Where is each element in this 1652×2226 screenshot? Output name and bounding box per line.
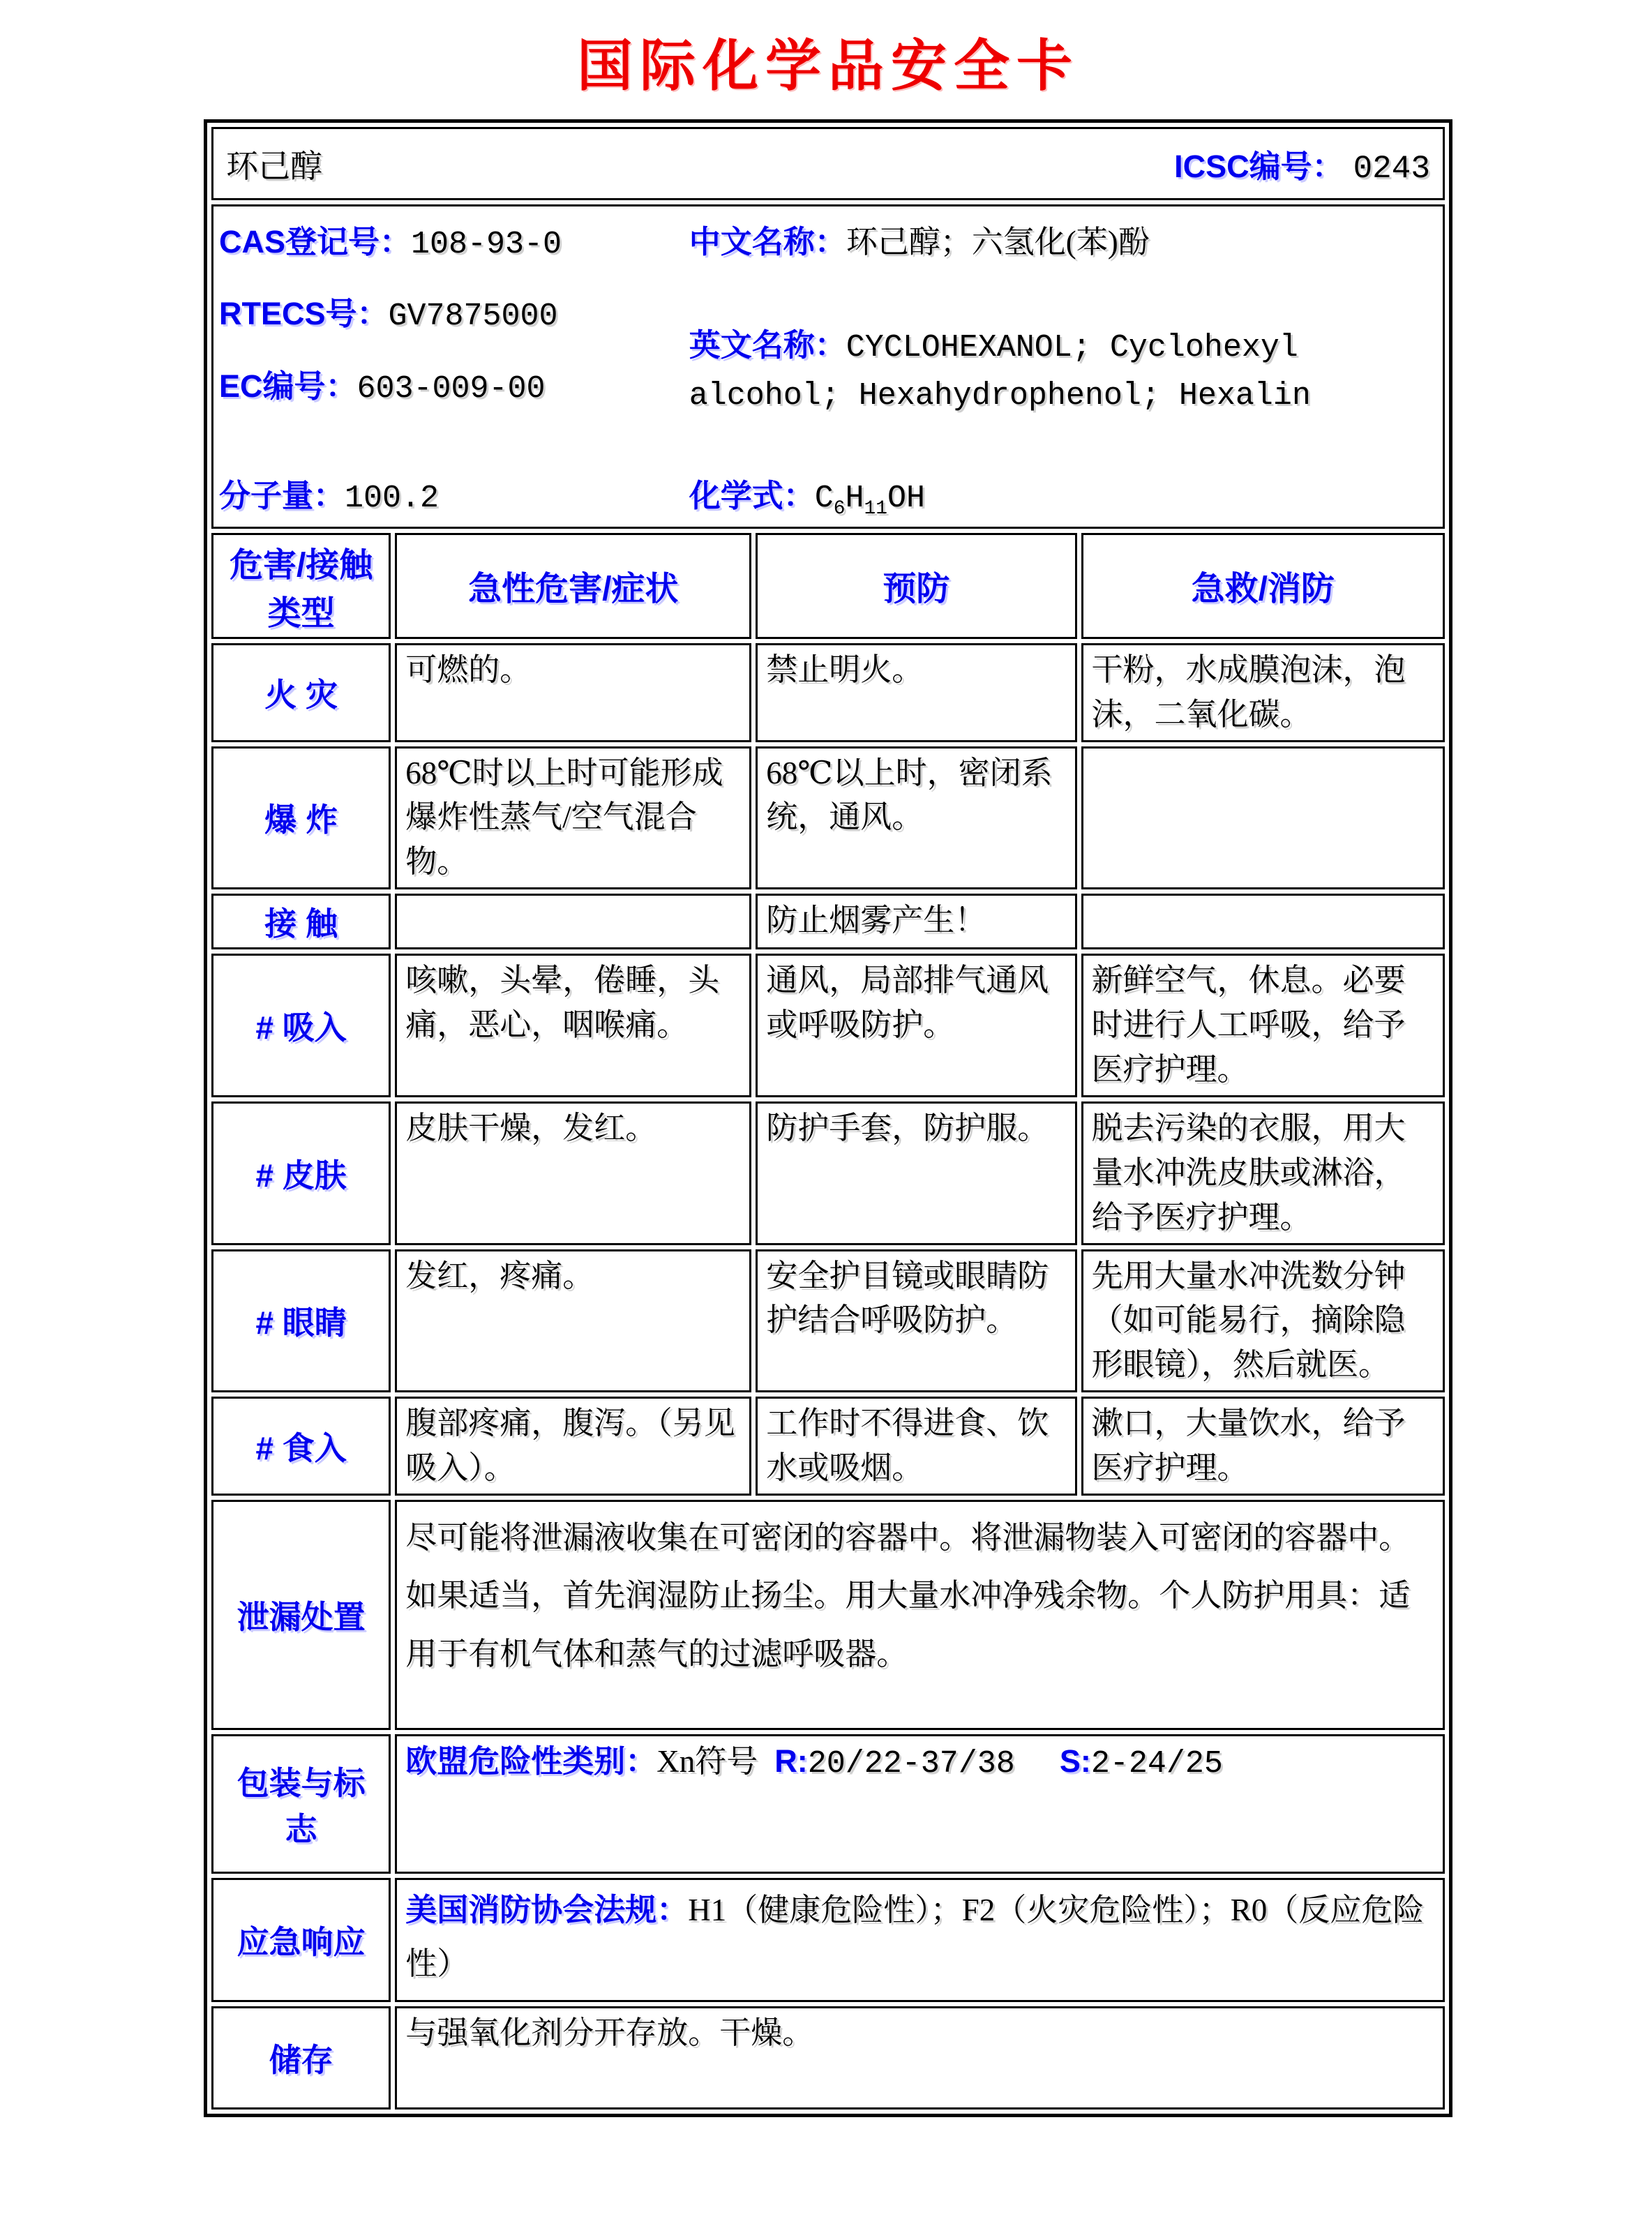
ingestion-response-cell: 漱口，大量饮水，给予医疗护理。 xyxy=(1081,1397,1446,1496)
hazard-row-eyes xyxy=(211,1249,1445,1393)
storage-text-cell: 与强氧化剂分开存放。干燥。 xyxy=(395,2006,1445,2110)
explosion-label: 爆 炸 xyxy=(264,802,338,838)
emergency-text-cell xyxy=(395,1878,1445,2002)
spill-label-cell xyxy=(211,1500,391,1730)
icsc-number-group xyxy=(1174,141,1430,187)
storage-label: 储存 xyxy=(269,2042,333,2078)
hazard-row-ingestion xyxy=(211,1397,1445,1496)
identification-cell xyxy=(211,204,1445,529)
fire-label: 火 灾 xyxy=(264,676,338,713)
contact-response-cell xyxy=(1081,894,1446,949)
formula-c-subscript: 6 xyxy=(833,497,846,520)
registry-numbers-column xyxy=(219,219,689,442)
chemical-formula-label: 化学式： xyxy=(689,477,815,513)
substance-name: 环己醇 xyxy=(226,148,322,184)
column-header-hazard-type-label: 危害/接触类型 xyxy=(229,546,373,632)
emergency-label-cell xyxy=(211,1878,391,2002)
column-header-response-label: 急救/消防 xyxy=(1191,571,1335,608)
spill-text-cell: 尽可能将泄漏液收集在可密闭的容器中。将泄漏物装入可密闭的容器中。如果适当，首先润湿防止扬尘。用大量水冲净残余物。个人防护用具：适用于有机气体和蒸气的过滤呼吸器。 xyxy=(395,1500,1445,1730)
ingestion-label-cell xyxy=(211,1397,391,1496)
ec-number-line xyxy=(219,363,689,412)
r-phrases-value: 20/22-37/38 xyxy=(807,1746,1015,1782)
rtecs-label: RTECS号： xyxy=(219,296,389,332)
s-phrases-label: S: xyxy=(1059,1743,1091,1779)
column-header-symptoms xyxy=(395,533,751,639)
storage-label-cell xyxy=(211,2006,391,2110)
column-header-hazard-type xyxy=(211,533,391,639)
explosion-symptoms-cell: 68℃时以上时可能形成爆炸性蒸气/空气混合物。 xyxy=(395,746,751,890)
inhalation-symptoms-cell: 咳嗽，头晕，倦睡，头痛，恶心，咽喉痛。 xyxy=(395,954,751,1097)
hazard-row-skin xyxy=(211,1101,1445,1245)
contact-prevention-cell: 防止烟雾产生！ xyxy=(756,894,1076,949)
english-name-line xyxy=(689,322,1433,419)
names-column xyxy=(689,219,1440,442)
skin-symptoms-cell: 皮肤干燥，发红。 xyxy=(395,1101,751,1245)
eu-hazard-class-label: 欧盟危险性类别： xyxy=(405,1743,657,1779)
eu-hazard-class-value: Xn符号 xyxy=(656,1744,758,1779)
fire-prevention-cell: 禁止明火。 xyxy=(756,643,1076,742)
inhalation-response-cell: 新鲜空气，休息。必要时进行人工呼吸，给予医疗护理。 xyxy=(1081,954,1446,1097)
english-name-label: 英文名称： xyxy=(689,327,846,363)
inhalation-label-cell xyxy=(211,954,391,1097)
fire-symptoms-cell: 可燃的。 xyxy=(395,643,751,742)
eyes-label: # 眼睛 xyxy=(255,1304,347,1341)
storage-row xyxy=(211,2006,1445,2110)
hazard-row-fire xyxy=(211,643,1445,742)
ec-label: EC编号： xyxy=(219,368,357,404)
explosion-response-cell xyxy=(1081,746,1446,890)
column-header-symptoms-label: 急性危害/症状 xyxy=(468,571,679,608)
chemical-formula-value xyxy=(814,480,926,520)
eyes-prevention-cell: 安全护目镜或眼睛防护结合呼吸防护。 xyxy=(756,1249,1076,1393)
page-title: 国际化学品安全卡 xyxy=(577,36,1079,98)
emergency-response-row xyxy=(211,1878,1445,2002)
chinese-name-value: 环己醇；六氢化(苯)酚 xyxy=(846,225,1150,260)
packaging-labelling-row xyxy=(211,1734,1445,1874)
identification-columns xyxy=(219,219,1440,442)
ec-value: 603-009-00 xyxy=(356,370,546,407)
column-header-prevention-label: 预防 xyxy=(883,571,950,608)
icsc-number-label: ICSC编号： xyxy=(1174,148,1344,184)
spill-disposal-row xyxy=(211,1500,1445,1730)
explosion-prevention-cell: 68℃以上时，密闭系统，通风。 xyxy=(756,746,1076,890)
formula-h-subscript: 11 xyxy=(864,497,888,520)
identification-row xyxy=(211,204,1445,529)
contact-symptoms-cell xyxy=(395,894,751,949)
ingestion-symptoms-cell: 腹部疼痛，腹泻。（另见吸入）。 xyxy=(395,1397,751,1496)
rtecs-number-line xyxy=(219,291,689,339)
chemical-formula-group xyxy=(689,470,1440,520)
packaging-label-cell xyxy=(211,1734,391,1874)
cas-number-line xyxy=(219,219,689,267)
fire-response-cell: 干粉，水成膜泡沫，泡沫，二氧化碳。 xyxy=(1081,643,1446,742)
nfpa-code-value: H1（健康危险性）；F2（火灾危险性）；R0（反应危险性） xyxy=(405,1893,1425,1982)
fire-label-cell xyxy=(211,643,391,742)
hazard-row-contact xyxy=(211,894,1445,949)
spill-label: 泄漏处置 xyxy=(236,1599,366,1635)
contact-label: 接 触 xyxy=(264,905,338,942)
r-phrases-label: R: xyxy=(774,1743,808,1779)
skin-label: # 皮肤 xyxy=(255,1157,347,1194)
chinese-name-label: 中文名称： xyxy=(689,224,846,260)
substance-header-row xyxy=(211,127,1445,200)
ingestion-label: # 食入 xyxy=(255,1430,347,1467)
eyes-symptoms-cell: 发红，疼痛。 xyxy=(395,1249,751,1393)
hazard-row-explosion xyxy=(211,746,1445,890)
substance-header-cell xyxy=(211,127,1445,200)
eyes-response-cell: 先用大量水冲洗数分钟（如可能易行，摘除隐形眼镜），然后就医。 xyxy=(1081,1249,1446,1393)
chinese-name-line xyxy=(689,219,1433,265)
formula-oh: OH xyxy=(887,480,926,516)
english-name-value: CYCLOHEXANOL; Cyclohexyl alcohol; Hexahydrophenol; Hexalin xyxy=(689,330,1311,414)
contact-label-cell xyxy=(211,894,391,949)
column-header-response xyxy=(1081,533,1446,639)
packaging-text-cell xyxy=(395,1734,1445,1874)
molecular-weight-label: 分子量： xyxy=(219,477,345,513)
skin-response-cell: 脱去污染的衣服，用大量水冲洗皮肤或淋浴，给予医疗护理。 xyxy=(1081,1101,1446,1245)
rtecs-value: GV7875000 xyxy=(388,299,558,335)
eyes-label-cell xyxy=(211,1249,391,1393)
formula-h: H xyxy=(845,480,864,516)
column-header-prevention xyxy=(756,533,1076,639)
s-phrases-value: 2-24/25 xyxy=(1090,1746,1223,1782)
icsc-card-table xyxy=(204,119,1452,2117)
hazard-row-inhalation xyxy=(211,954,1445,1097)
skin-label-cell xyxy=(211,1101,391,1245)
icsc-number-value: 0243 xyxy=(1353,150,1430,187)
nfpa-code-label: 美国消防协会法规： xyxy=(405,1892,689,1927)
packaging-label: 包装与标志 xyxy=(236,1765,366,1847)
inhalation-prevention-cell: 通风，局部排气通风或呼吸防护。 xyxy=(756,954,1076,1097)
molecular-info-row xyxy=(219,470,1440,520)
formula-c: C xyxy=(814,480,834,516)
molecular-weight-value: 100.2 xyxy=(345,480,440,516)
hazard-table-header-row xyxy=(211,533,1445,639)
ingestion-prevention-cell: 工作时不得进食、饮水或吸烟。 xyxy=(756,1397,1076,1496)
cas-label: CAS登记号： xyxy=(219,224,412,260)
skin-prevention-cell: 防护手套，防护服。 xyxy=(756,1101,1076,1245)
emergency-label: 应急响应 xyxy=(236,1924,366,1960)
inhalation-label: # 吸入 xyxy=(255,1009,347,1046)
molecular-weight-group xyxy=(219,470,689,520)
cas-value: 108-93-0 xyxy=(411,227,562,262)
explosion-label-cell xyxy=(211,746,391,890)
